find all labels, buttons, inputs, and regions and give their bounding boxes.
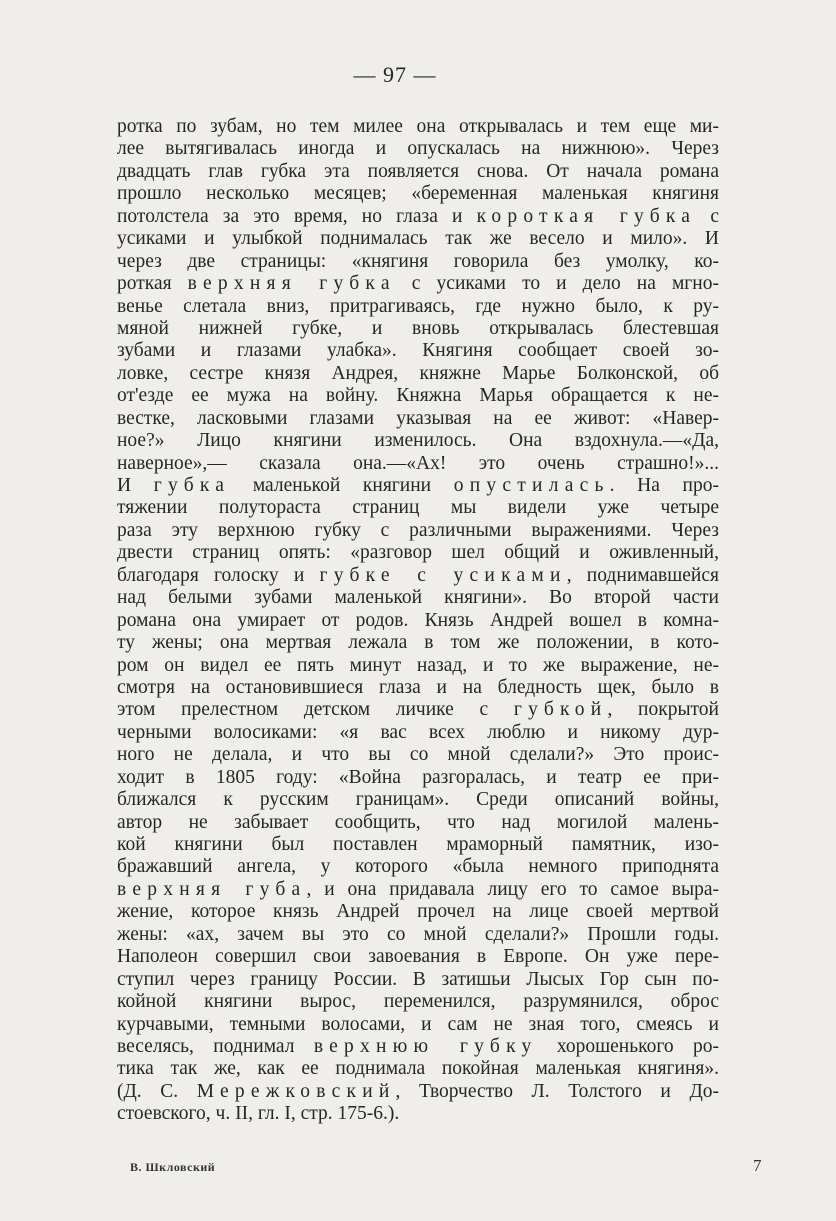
text-line [117,677,719,699]
text-line [117,251,719,273]
text-line [117,453,719,475]
text-segment: с усиками то и дело на мгно- [395,273,719,295]
text-segment: стоевского, ч. II, гл. I, стр. 175-6.). [117,1103,400,1125]
text-segment: жены: «ах, зачем вы это со мной сделали?» Прошли годы. [117,923,719,945]
text-segment: лее вытягивалась иногда и опускалась на нижнюю». Через [117,138,719,160]
text-segment: от'езде ее мужа на войну. Княжна Марья обращается к не- [117,385,719,407]
text-segment: койной княгини вырос, переменился, разрумянился, оброс [117,991,719,1013]
spaced-emphasis: губкой [513,699,608,721]
text-line [117,183,719,205]
text-line [117,430,719,452]
spaced-emphasis: верхняя губка [187,273,396,295]
text-segment: кой княгини был поставлен мраморный памятник, изо- [117,834,719,855]
text-line [117,834,719,856]
text-segment: маленькой княгини [230,475,454,496]
text-line [117,497,719,519]
text-line [117,812,719,834]
text-segment: романа она умирает от родов. Князь Андрей вошел в комна- [117,609,719,631]
body-text [117,116,719,1126]
text-segment: тяжении полутораста страниц мы видели уже четыре [117,497,719,519]
text-segment: бражавший ангела, у которого «была немного приподнята [117,856,719,878]
text-segment: черными волосиками: «я вас всех люблю и никому дур- [117,721,719,743]
text-segment: И [117,475,154,496]
text-line [117,969,719,991]
text-segment: мяной нижней губке, и вновь открывалась блестевшая [117,317,719,339]
signature-mark: 7 [753,1156,762,1175]
text-line [117,632,719,654]
text-segment: , Творчество Л. Толстого и До- [395,1080,719,1102]
text-line [117,228,719,250]
text-line [117,542,719,564]
text-segment: , и она придавала лицу его то самое выра- [306,878,719,900]
text-line [117,475,719,497]
text-segment: смотря на остановившиеся глаза и на бледность щек, было в [117,676,719,698]
text-segment: ного не делала, и что вы со мной сделали?» Это проис- [117,744,719,766]
spaced-emphasis: губка [153,475,231,496]
text-segment: с [696,205,719,227]
text-line [117,610,719,632]
spaced-emphasis: Мережковский [196,1080,396,1102]
text-line [117,161,719,183]
spaced-emphasis: губке с усиками [319,564,567,586]
text-line [117,587,719,609]
text-segment: ловке, сестре князя Андрея, княжне Марье Болконской, об [117,362,719,384]
text-line [117,767,719,789]
text-segment: веселясь, поднимал [117,1035,314,1057]
text-segment: благодаря голоску и [117,564,320,586]
text-line [117,520,719,542]
text-segment: (Д. С. [117,1080,197,1102]
text-segment: ближался к русским границам». Среди описаний войны, [117,789,719,811]
text-line [117,1014,719,1036]
text-line [117,318,719,340]
text-line [117,655,719,677]
text-segment: прошло несколько месяцев; «беременная маленькая княгиня [117,183,719,205]
text-line [117,946,719,968]
text-segment: ром он видел ее пять минут назад, и то же выражение, не- [117,654,719,676]
text-line [117,744,719,766]
text-line [117,363,719,385]
text-segment: , поднимавшейся [566,564,719,586]
text-segment: хорошенького ро- [537,1035,719,1057]
text-segment: этом прелестном детском личике с [117,699,514,721]
text-line [117,1036,719,1058]
spaced-emphasis: верхняя губа [117,878,307,900]
spaced-emphasis: опустилась [453,475,610,496]
text-line [117,856,719,878]
text-segment: потолстела за это время, но глаза и [117,205,477,227]
text-line [117,206,719,228]
text-segment: двадцать глав губка эта появляется снова. От начала романа [117,160,719,182]
text-line [117,385,719,407]
text-line [117,340,719,362]
text-line [117,296,719,318]
text-line [117,991,719,1013]
text-segment: над белыми зубами маленькой княгини». Во второй части [117,587,719,609]
text-line [117,924,719,946]
footer-author: В. Шкловский [130,1160,216,1174]
text-segment: через две страницы: «княгиня говорила без умолку, ко- [117,250,719,272]
text-line [117,789,719,811]
text-segment: венье слетала вниз, притрагиваясь, где нужно было, к ру- [117,295,719,317]
spaced-emphasis: верхнюю губку [313,1035,538,1057]
text-segment: тика так же, как ее поднимала покойная маленькая княгиня». [117,1058,719,1080]
text-line [117,1058,719,1080]
text-segment: двести страниц опять: «разговор шел общий и оживленный, [117,542,719,564]
spaced-emphasis: короткая губка [476,205,697,227]
text-segment: ротка по зубам, но тем милее она открывалась и тем еще ми- [117,116,719,137]
text-segment: роткая [117,273,188,295]
text-line [117,116,719,138]
text-line [117,138,719,160]
page-number: — 97 — [353,62,437,87]
text-segment: жение, которое князь Андрей прочел на лице своей мертвой [117,901,719,923]
text-line [117,879,719,901]
text-segment: раза эту верхнюю губку с различными выражениями. Через [117,519,719,541]
text-segment: наверное»,— сказала она.—«Ах! это очень страшно!»... [117,452,719,474]
text-segment: курчавыми, темными волосами, и сам не зная того, смеясь и [117,1013,719,1035]
text-line [117,722,719,744]
text-line [117,901,719,923]
text-line [117,699,719,721]
text-segment: усиками и улыбкой поднималась так же весело и мило». И [117,228,719,250]
text-line [117,273,719,295]
text-segment: ное?» Лицо княгини изменилось. Она вздохнула.—«Да, [117,430,719,452]
text-line [117,1081,719,1103]
text-segment: вестке, ласковыми глазами указывая на ее живот: «Навер- [117,407,719,429]
text-segment: . На про- [609,475,719,496]
text-line [117,565,719,587]
text-segment: зубами и глазами улабка». Княгиня сообщает своей зо- [117,340,719,362]
text-segment: Наполеон совершил свои завоевания в Европе. Он уже пере- [117,946,719,968]
text-segment: ту жены; она мертвая лежала в том же положении, в кото- [117,632,719,654]
text-segment: автор не забывает сообщить, что над могилой малень- [117,811,719,833]
text-line [117,1103,719,1125]
text-line [117,408,719,430]
text-segment: , покрытой [607,699,719,721]
text-segment: ступил через границу России. В затишьи Лысых Гор сын по- [117,968,719,990]
text-segment: ходит в 1805 году: «Война разгоралась, и театр ее при- [117,766,719,788]
